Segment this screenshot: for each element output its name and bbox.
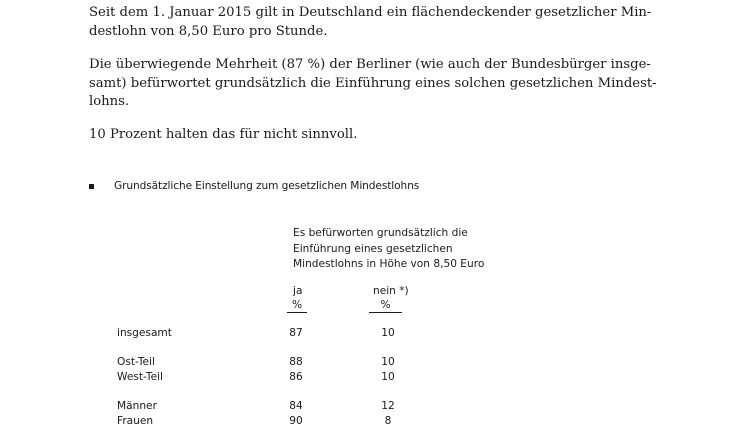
minority-paragraph <box>89 126 609 145</box>
minority-line-1: 10 Prozent halten das für nicht sinnvoll. <box>89 127 358 142</box>
column-header-nein: nein *) <box>373 285 409 297</box>
value-ja: 88 <box>289 356 303 368</box>
majority-paragraph <box>89 56 657 112</box>
value-ja: 86 <box>289 371 303 383</box>
value-nein: 12 <box>381 400 395 412</box>
value-ja: 87 <box>289 327 303 339</box>
table-question <box>293 226 484 273</box>
value-nein: 10 <box>381 356 395 368</box>
column-header-ja: ja <box>293 285 303 297</box>
row-label: insgesamt <box>117 327 172 339</box>
row-label: West-Teil <box>117 371 163 383</box>
section-title: Grundsätzliche Einstellung zum gesetzlichen Mindestlohns <box>114 180 420 192</box>
row-label: Ost-Teil <box>117 356 155 368</box>
table-row <box>0 400 746 415</box>
question-line-3: Mindestlohns in Höhe von 8,50 Euro <box>293 258 485 270</box>
majority-line-2: samt) befürwortet grundsätzlich die Einführung eines solchen gesetzlichen Mindest- <box>89 75 657 91</box>
table-row <box>0 371 746 386</box>
table-row <box>0 356 746 371</box>
unit-label-nein: % <box>369 299 402 313</box>
value-ja: 84 <box>289 400 303 412</box>
intro-line-2: destlohn von 8,50 Euro pro Stunde. <box>89 23 328 39</box>
row-label: Männer <box>117 400 157 412</box>
intro-line-1: Seit dem 1. Januar 2015 gilt in Deutschland ein flächendeckender gesetzlicher Min- <box>89 5 652 20</box>
row-label: Frauen <box>117 415 154 427</box>
question-line-1: Es befürworten grundsätzlich die <box>293 227 468 239</box>
table-row <box>0 327 746 342</box>
value-ja: 90 <box>289 415 303 427</box>
question-line-2: Einführung eines gesetzlichen <box>293 242 453 255</box>
table-row <box>0 415 746 430</box>
unit-label-ja: % <box>287 299 307 313</box>
majority-line-1: Die überwiegende Mehrheit (87 %) der Berliner (wie auch der Bundesbürger insge- <box>89 57 651 72</box>
value-nein: 8 <box>384 415 392 427</box>
square-bullet-icon <box>89 184 94 189</box>
majority-line-3: lohns. <box>89 94 130 109</box>
value-nein: 10 <box>381 371 395 383</box>
value-nein: 10 <box>381 327 395 339</box>
intro-paragraph <box>89 4 652 41</box>
